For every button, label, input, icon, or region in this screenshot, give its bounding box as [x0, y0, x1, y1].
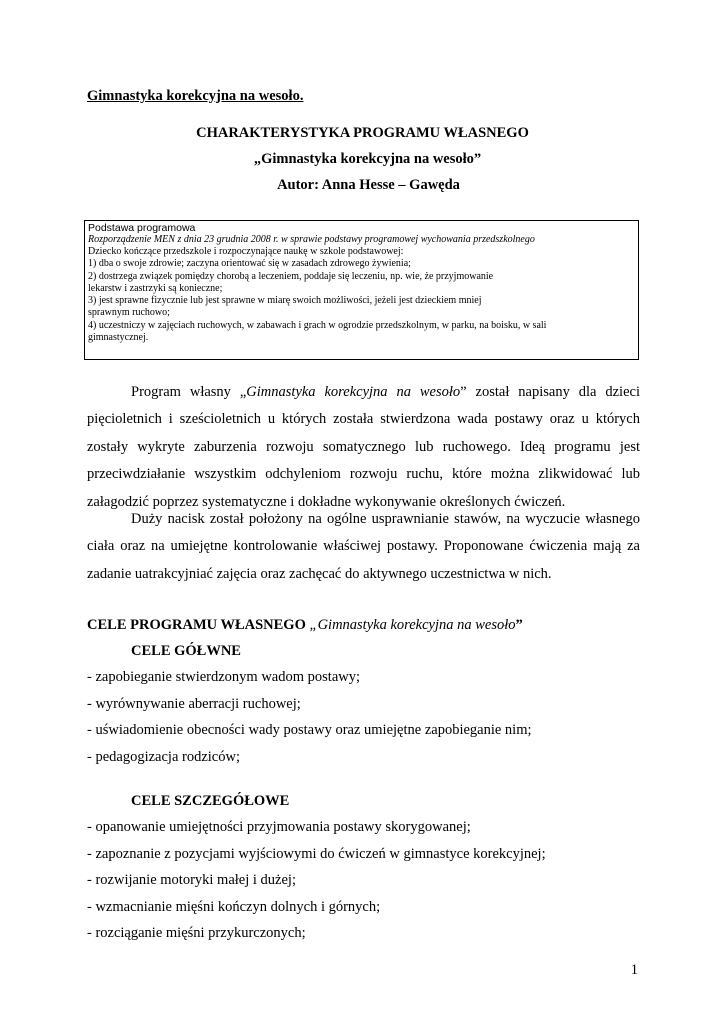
- goals-section: [87, 612, 647, 770]
- box-line: 2) dostrzega związek pomiędzy chorobą a leczeniem, poddaje się leczeniu, np. wie, że przyjmowanie: [88, 270, 494, 282]
- list-item: - zapobieganie stwierdzonym wadom postawy;: [87, 669, 361, 685]
- box-subtitle: Rozporządzenie MEN z dnia 23 grudnia 2008 r. w sprawie podstawy programowej wychowania przedszkolnego: [88, 234, 535, 245]
- heading-line: „Gimnastyka korekcyjna na wesoło”: [253, 151, 482, 167]
- document-title: Gimnastyka korekcyjna na wesoło.: [87, 88, 304, 104]
- box-line: gimnastycznej.: [88, 332, 149, 344]
- paragraph-text: Program własny „: [131, 384, 247, 400]
- page-number: 1: [630, 962, 638, 978]
- heading-line: CHARAKTERYSTYKA PROGRAMU WŁASNEGO: [196, 125, 529, 141]
- emphasis-paragraph: Duży nacisk został położony na ogólne usprawnianie stawów, na wyczucie własnego ciała oraz na umiejętne kontrolowanie właściwej postawy. Proponowane ćwiczenia mają za zadanie uatrakcyjniać zajęcia oraz zachęcać do aktywnego uczestnictwa w nich.: [87, 511, 640, 582]
- program-heading: [0, 120, 725, 198]
- box-line: 3) jest sprawne fizycznie lub jest sprawne w miarę swoich możliwości, jeżeli jest dzieckiem mniej: [88, 295, 482, 307]
- list-item: - zapoznanie z pozycjami wyjściowymi do ćwiczeń w gimnastyce korekcyjnej;: [87, 845, 546, 862]
- list-item: - wyrównywanie aberracji ruchowej;: [87, 695, 301, 712]
- box-title: Podstawa programowa: [88, 222, 196, 234]
- goals-title: [87, 612, 647, 638]
- list-item: - pedagogizacja rodziców;: [87, 748, 240, 765]
- curriculum-box: [84, 220, 639, 360]
- paragraph-text: ” został napisany dla dzieci pięcioletnich i sześcioletnich u których została stwierdzona wada postawy oraz u których zostały wykryte zaburzenia rozwoju somatycznego lub ruchowego. Ideą programu jest przeciwdziałanie wszystkim odchyleniom rozwoju ruchu, które można zlikwidować lub załagodzić poprzez systematyczne i dokładne wykonywanie określonych ćwiczeń.: [87, 384, 640, 510]
- main-goals-title: CELE GÓŁWNE: [131, 643, 241, 659]
- detailed-goals-section: [87, 788, 647, 947]
- box-line: sprawnym ruchowo;: [88, 307, 170, 319]
- box-line: lekarstw i zastrzyki są konieczne;: [88, 282, 223, 294]
- program-name: Gimnastyka korekcyjna na wesoło: [246, 384, 461, 400]
- box-line: Dziecko kończące przedszkole i rozpoczynające naukę w szkole podstawowej:: [88, 246, 404, 257]
- list-item: - rozwijanie motoryki małej i dużej;: [87, 872, 296, 888]
- box-line: 1) dba o swoje zdrowie; zaczyna orientować się w zasadach zdrowego żywienia;: [88, 258, 411, 270]
- heading-line: Autor: Anna Hesse – Gawęda: [277, 177, 460, 193]
- goals-title-text: CELE PROGRAMU WŁASNEGO: [87, 617, 310, 633]
- goals-title-quote: ”: [515, 617, 523, 633]
- list-item: - uświadomienie obecności wady postawy oraz umiejętne zapobieganie nim;: [87, 722, 532, 738]
- goals-title-program: „Gimnastyka korekcyjna na wesoło: [309, 617, 516, 633]
- intro-paragraph: [87, 379, 640, 516]
- box-line: 4) uczestniczy w zajęciach ruchowych, w zabawach i grach w ogrodzie przedszkolnym, w parku, na boisku, w sali: [88, 319, 547, 331]
- list-item: - wzmacnianie mięśni kończyn dolnych i górnych;: [87, 898, 381, 915]
- list-item: - opanowanie umiejętności przyjmowania postawy skorygowanej;: [87, 819, 471, 835]
- detailed-goals-title: CELE SZCZEGÓŁOWE: [131, 793, 290, 809]
- list-item: - rozciąganie mięśni przykurczonych;: [87, 925, 306, 941]
